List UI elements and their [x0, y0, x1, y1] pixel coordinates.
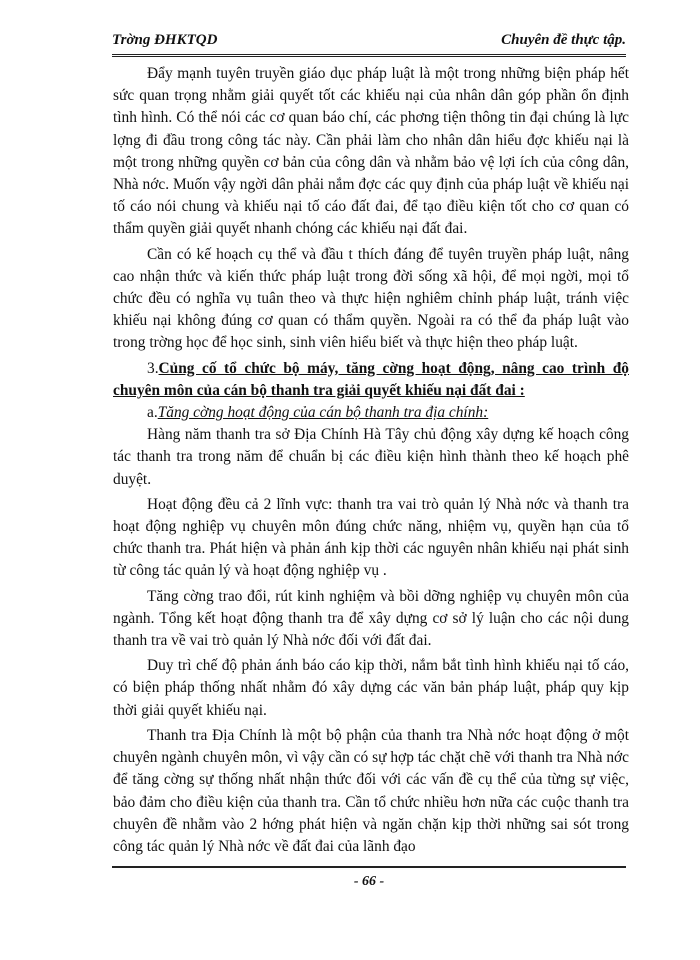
document-body	[113, 63, 629, 861]
header-title: Chuyên đề thực tập.	[501, 32, 626, 48]
paragraph: Thanh tra Địa Chính là một bộ phận của thanh tra Nhà nớc hoạt động ở một chuyên ngành chuyên môn, vì vậy cần có sự hợp tác chặt chẽ với thanh tra Nhà nớc để tăng cờng sự thống nhất nhận thức đối với các vấn đề cụ thể của từng sự việc, bảo đảm cho điều kiện của thanh tra. Cần tổ chức nhiều hơn nữa các cuộc thanh tra chuyên đề nhằm vào 2 hớng phát hiện và ngăn chặn kịp thời những sai sót trong công tác quản lý Nhà nớc về đất đai của lãnh đạo	[113, 726, 629, 855]
sub-heading-number: a.	[147, 404, 158, 422]
paragraph: Hoạt động đều cả 2 lĩnh vực: thanh tra vai trò quản lý Nhà nớc và thanh tra hoạt động nghiệp vụ chuyên môn đúng chức năng, nhiệm vụ, quyền hạn của tổ chức thanh tra. Phát hiện và phản ánh kịp thời các nguyên nhân khiếu nại phát sinh từ công tác quản lý và hoạt động nghiệp vụ .	[113, 495, 629, 580]
paragraph: Đẩy mạnh tuyên truyền giáo dục pháp luật là một trong những biện pháp hết sức quan trọng nhằm giải quyết tốt các khiếu nại của nhân dân góp phần ổn định tình hình. Có thể nói các cơ quan báo chí, các phơng tiện thông tin đại chúng là lực lợng đi đầu trong công tác này. Cần phải làm cho nhân dân hiểu đợc khiếu nại là một trong những quyền cơ bản của công dân và nhằm bảo vệ lợi ích của công dân, Nhà nớc. Muốn vậy ngời dân phải nắm đợc các quy định của pháp luật về khiếu nại tố cáo nói chung và khiếu nại tố cáo đất đai, để tạo điều kiện tốt cho cơ quan có thẩm quyền giải quyết nhanh chóng các khiếu nại đất đai.	[113, 65, 629, 238]
page-header	[112, 24, 626, 57]
section-heading-text: Củng cố tổ chức bộ máy, tăng cờng hoạt động, nâng cao trình độ chuyên môn của cán bộ thanh tra giải quyết khiếu nại đất đai :	[113, 359, 629, 399]
header-school: Trờng ĐHKTQD	[112, 32, 218, 48]
paragraph: Duy trì chế độ phản ánh báo cáo kịp thời, nắm bắt tình hình khiếu nại tố cáo, có biện pháp thống nhất nhằm đó xây dựng các văn bản pháp luật, pháp quy kịp thời giải quyết khiếu nại.	[113, 657, 629, 719]
paragraph: Tăng cờng trao đổi, rút kinh nghiệm và bồi dỡng nghiệp vụ chuyên môn của ngành. Tổng kết hoạt động thanh tra để xây dựng cơ sở lý luận cho các nội dung thanh tra về vai trò quản lý Nhà nớc đối với đất đai.	[113, 587, 629, 650]
section-heading-number: 3.	[147, 359, 159, 377]
paragraph: Cần có kế hoạch cụ thể và đầu t thích đáng để tuyên truyền pháp luật, nâng cao nhận thức và kiến thức pháp luật trong đời sống xã hội, để mọi ngời, mọi tổ chức đều có nghĩa vụ tuân theo và thực hiện nghiêm chỉnh pháp luật, tránh việc khiếu nại không đúng cơ quan có thẩm quyền. Ngoài ra có thể đa pháp luật vào trong trờng học để học sinh, sinh viên hiểu biết và thực hiện theo pháp luật.	[113, 245, 629, 352]
paragraph: Hàng năm thanh tra sở Địa Chính Hà Tây chủ động xây dựng kế hoạch công tác thanh tra trong năm để chuẩn bị các điều kiện hình thành theo kế hoạch phê duyệt.	[113, 426, 629, 488]
sub-heading	[113, 402, 629, 424]
sub-heading-text: Tăng cờng hoạt động của cán bộ thanh tra địa chính:	[157, 404, 489, 422]
section-heading	[113, 358, 629, 402]
page-footer	[112, 866, 626, 890]
page-number: - 66 -	[353, 874, 385, 889]
